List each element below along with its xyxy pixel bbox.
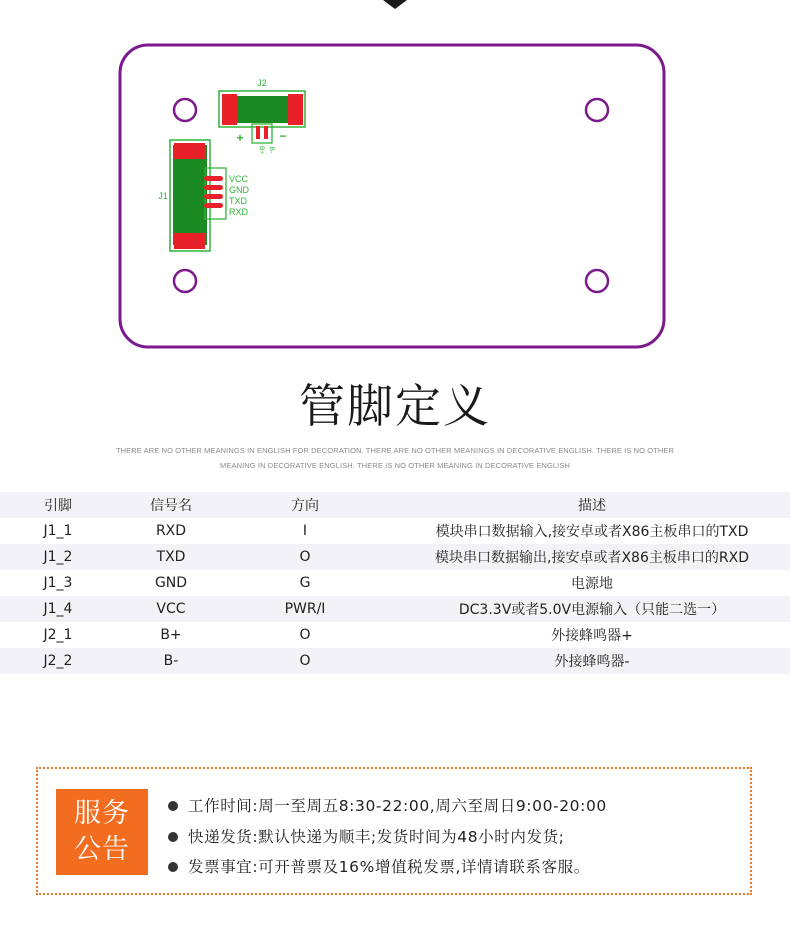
direction-cell: I [302, 523, 308, 539]
bullet-icon [168, 862, 178, 872]
notice-item-text: 快递发货:默认快递为顺丰;发货时间为48小时内发货; [188, 827, 565, 846]
badge-line-2: 公告 [74, 834, 130, 865]
j2-pin2-label: B- [268, 146, 275, 154]
direction-cell: O [299, 549, 311, 565]
description-cell: 外接蜂鸣器+ [551, 628, 633, 644]
header-description: 描述 [578, 498, 606, 514]
header-signal: 信号名 [150, 498, 192, 514]
notice-item-shipping [166, 822, 607, 853]
notice-item-text: 工作时间:周一至周五8:30-22:00,周六至周日9:00-20:00 [188, 797, 607, 815]
connector-j1 [158, 140, 249, 251]
table-header-row [0, 492, 790, 518]
direction-cell: G [299, 575, 311, 591]
table-row [0, 596, 790, 622]
badge-line-1: 服务 [74, 798, 130, 829]
signal-cell: RXD [155, 523, 187, 539]
signal-cell: VCC [156, 601, 186, 617]
description-cell: 模块串口数据输出,接安卓或者X86主板串口的RXD [435, 550, 749, 566]
decorative-english-text: THERE ARE NO OTHER MEANINGS IN ENGLISH FOR DECORATION. THERE ARE NO OTHER MEANINGS IN DECORATIVE ENGLISH. THERE IS NO OTHER MEANING IN DECORATIVE ENGLISH. THERE IS NO OTHER MEANING IN DECORATIVE ENGLISH [115, 446, 675, 470]
service-notice [36, 767, 752, 895]
table-row [0, 544, 790, 570]
signal-cell: B+ [160, 627, 182, 643]
table-row [0, 570, 790, 596]
notice-item-invoice [166, 852, 607, 883]
notice-item-hours [166, 791, 607, 822]
bullet-icon [168, 801, 178, 811]
description-cell: 外接蜂鸣器- [554, 654, 630, 670]
pin-cell: J1_4 [43, 601, 73, 617]
mounting-hole [586, 270, 608, 292]
table-row [0, 648, 790, 674]
pcb-diagram [0, 0, 790, 360]
j2-pin1-label: B+ [258, 145, 265, 155]
j1-label: J1 [158, 191, 168, 201]
direction-cell: O [299, 653, 311, 669]
signal-cell: GND [154, 575, 188, 591]
notice-list [166, 791, 607, 883]
direction-cell: PWR/I [284, 601, 326, 617]
j1-pin-gnd: GND [229, 185, 249, 195]
header-pin: 引脚 [44, 498, 72, 514]
down-arrow-icon [383, 0, 407, 9]
pin-cell: J1_2 [43, 549, 73, 565]
pin-cell: J2_1 [43, 627, 73, 643]
mounting-hole [586, 99, 608, 121]
j2-label: J2 [257, 78, 267, 88]
j2-minus-label: − [279, 129, 287, 143]
pcb-svg [0, 0, 790, 360]
description-cell: 电源地 [571, 576, 613, 592]
j1-pin-txd: TXD [229, 196, 247, 206]
j2-plus-label: + [236, 131, 244, 145]
notice-item-text: 发票事宜:可开普票及16%增值税发票,详情请联系客服。 [188, 858, 590, 876]
header-direction: 方向 [291, 498, 319, 514]
pin-cell: J1_3 [43, 575, 73, 591]
signal-cell: B- [163, 653, 179, 669]
description-cell: DC3.3V或者5.0V电源输入（只能二选一） [458, 602, 726, 618]
pin-cell: J1_1 [43, 523, 73, 539]
table-row [0, 622, 790, 648]
mounting-hole [174, 270, 196, 292]
pin-cell: J2_2 [43, 653, 73, 669]
mounting-hole [174, 99, 196, 121]
description-cell: 模块串口数据输入,接安卓或者X86主板串口的TXD [435, 524, 749, 540]
j1-pin-rxd: RXD [229, 207, 249, 217]
direction-cell: O [299, 627, 311, 643]
page-title: 管脚定义 [299, 379, 491, 433]
j1-pin-vcc: VCC [229, 174, 249, 184]
table-row [0, 518, 790, 544]
pin-definition-table [0, 492, 790, 674]
bullet-icon [168, 832, 178, 842]
signal-cell: TXD [156, 549, 186, 565]
service-notice-badge [56, 789, 148, 875]
connector-j2 [219, 78, 305, 154]
